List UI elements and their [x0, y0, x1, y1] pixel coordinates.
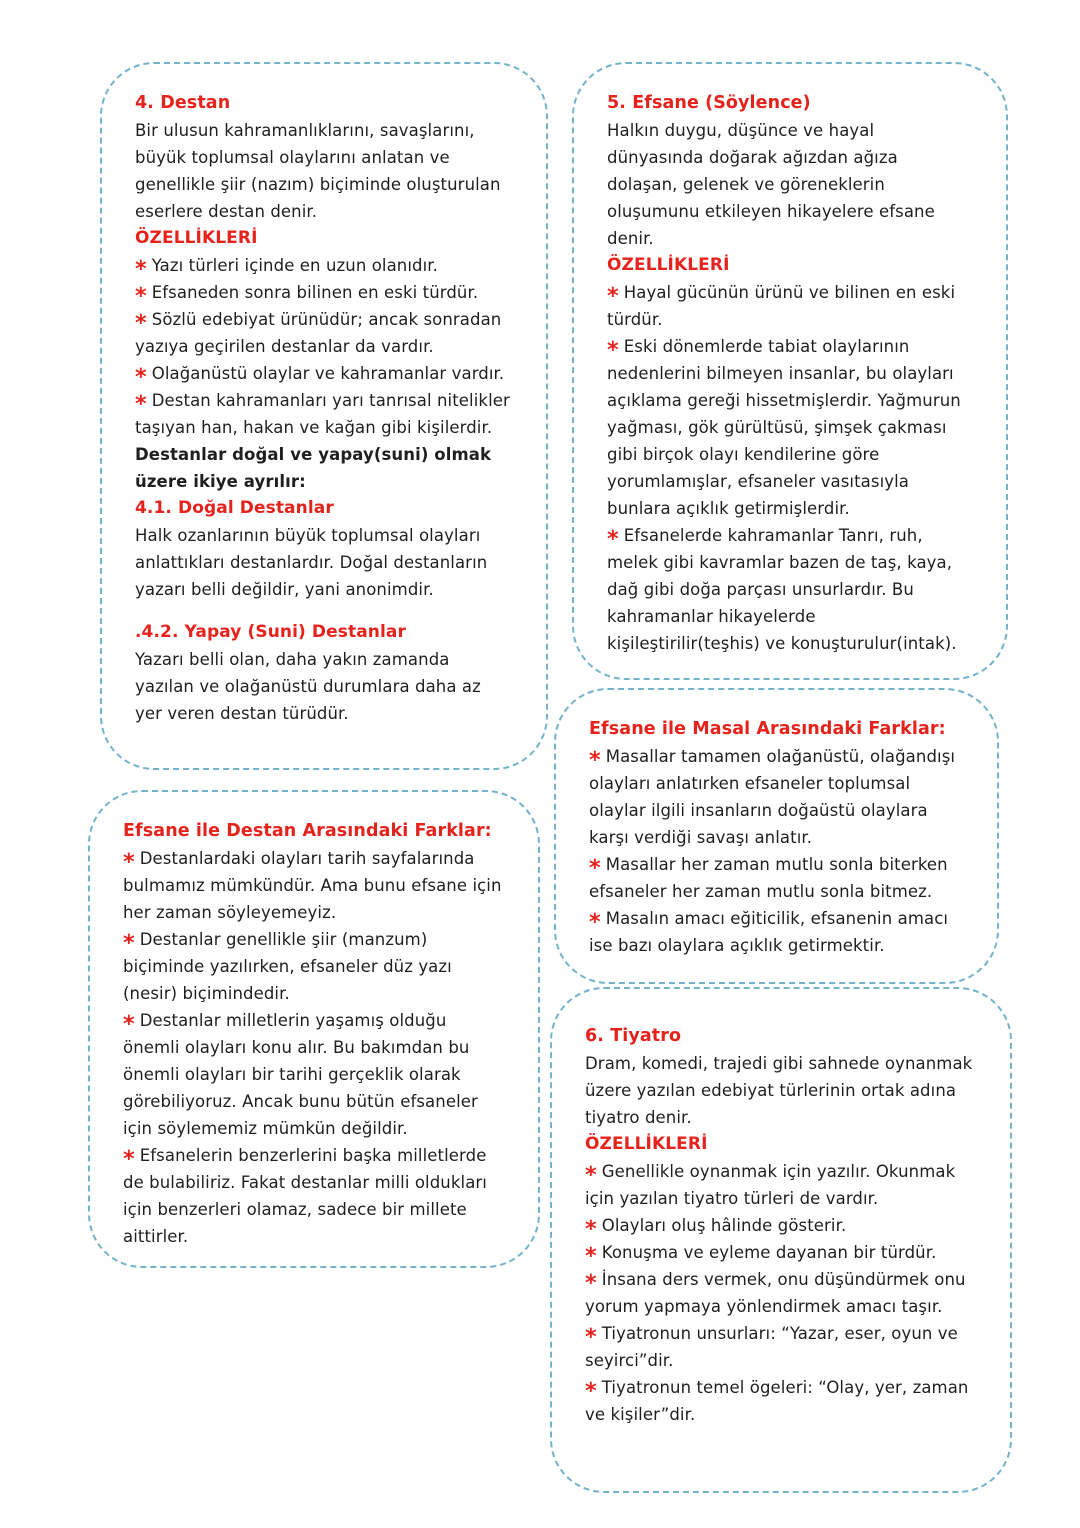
feature-item — [607, 522, 973, 657]
feature-item — [123, 1142, 505, 1250]
feature-item — [607, 333, 973, 522]
asterisk-icon: * — [585, 1377, 597, 1404]
asterisk-icon: * — [123, 1145, 135, 1172]
feature-text: Tiyatronun temel ögeleri: “Olay, yer, zaman ve kişiler”dir. — [585, 1378, 969, 1424]
feature-item — [123, 845, 505, 926]
destan-title: 4. Destan — [135, 93, 231, 113]
efsane-intro: Halkın duygu, düşünce ve hayal dünyasında doğarak ağızdan ağıza dolaşan, gelenek ve göreneklerin oluşumunu etkileyen hikayelere efsane denir. — [607, 121, 935, 248]
asterisk-icon: * — [135, 282, 147, 309]
feature-text: Eski dönemlerde tabiat olaylarının nedenlerini bilmeyen insanlar, bu olayları açıklama gereği hissetmişlerdir. Yağmurun yağması, gök gürültüsü, şimşek çakması gibi birçok olayı kendilerine göre yorumlamışlar, efsaneler vasıtasıyla bunlara açıklık getirmişlerdir. — [607, 337, 961, 518]
asterisk-icon: * — [589, 854, 601, 881]
feature-text: Genellikle oynanmak için yazılır. Okunmak için yazılan tiyatro türleri de vardır. — [585, 1162, 956, 1208]
feature-item — [585, 1158, 977, 1212]
dogal-destanlar-title: 4.1. Doğal Destanlar — [135, 498, 334, 518]
tiyatro-title: 6. Tiyatro — [585, 1026, 682, 1046]
asterisk-icon: * — [607, 282, 619, 309]
feature-text: Konuşma ve eyleme dayanan bir türdür. — [601, 1243, 937, 1262]
asterisk-icon: * — [135, 390, 147, 417]
feature-text: Tiyatronun unsurları: “Yazar, eser, oyun ve seyirci”dir. — [585, 1324, 958, 1370]
tiyatro-features-heading: ÖZELLİKLERİ — [585, 1134, 708, 1154]
feature-item — [589, 851, 964, 905]
feature-item — [607, 279, 973, 333]
feature-item — [589, 905, 964, 959]
destan-section — [100, 62, 548, 770]
asterisk-icon: * — [589, 908, 601, 935]
feature-text: Destanlar milletlerin yaşamış olduğu önemli olayları konu alır. Bu bakımdan bu önemli olayları bir tarihi gerçeklik olarak görebiliyoruz. Ancak bunu bütün efsaneler için söylememiz mümkün değildir. — [123, 1011, 478, 1138]
feature-text: Olayları oluş hâlinde gösterir. — [601, 1216, 847, 1235]
feature-text: Destan kahramanları yarı tanrısal nitelikler taşıyan han, hakan ve kağan gibi kişilerdir. — [135, 391, 510, 437]
asterisk-icon: * — [135, 309, 147, 336]
efsane-masal-differences-section — [554, 688, 999, 984]
feature-item — [589, 743, 964, 851]
asterisk-icon: * — [123, 929, 135, 956]
asterisk-icon: * — [123, 848, 135, 875]
asterisk-icon: * — [585, 1269, 597, 1296]
feature-item — [123, 926, 505, 1007]
feature-item — [585, 1212, 977, 1242]
feature-text: İnsana ders vermek, onu düşündürmek onu yorum yapmaya yönlendirmek amacı taşır. — [585, 1270, 966, 1316]
tiyatro-intro: Dram, komedi, trajedi gibi sahnede oynanmak üzere yazılan edebiyat türlerinin ortak adına tiyatro denir. — [585, 1054, 973, 1127]
feature-text: Yazı türleri içinde en uzun olanıdır. — [151, 256, 439, 275]
feature-item — [135, 279, 513, 309]
asterisk-icon: * — [607, 336, 619, 363]
feature-text: Masalın amacı eğiticilik, efsanenin amacı ise bazı olaylara açıklık getirmektir. — [589, 909, 949, 955]
efsane-masal-title: Efsane ile Masal Arasındaki Farklar: — [589, 719, 946, 739]
feature-text: Efsaneden sonra bilinen en eski türdür. — [151, 283, 479, 302]
feature-item — [585, 1374, 977, 1428]
asterisk-icon: * — [607, 525, 619, 552]
feature-item — [585, 1320, 977, 1374]
asterisk-icon: * — [135, 255, 147, 282]
feature-item — [123, 1007, 505, 1142]
destan-classification-note: Destanlar doğal ve yapay(suni) olmak üzere ikiye ayrılır: — [135, 445, 492, 491]
efsane-destan-differences-section — [88, 790, 540, 1268]
yapay-destanlar-title: .4.2. Yapay (Suni) Destanlar — [135, 622, 406, 642]
feature-item — [135, 306, 513, 360]
asterisk-icon: * — [585, 1161, 597, 1188]
efsane-destan-title: Efsane ile Destan Arasındaki Farklar: — [123, 821, 492, 841]
efsane-title: 5. Efsane (Söylence) — [607, 93, 811, 113]
dogal-destanlar-text: Halk ozanlarının büyük toplumsal olayları anlattıkları destanlardır. Doğal destanların yazarı belli değildir, yani anonimdir. — [135, 526, 488, 599]
efsane-features-heading: ÖZELLİKLERİ — [607, 255, 730, 275]
asterisk-icon: * — [135, 363, 147, 390]
asterisk-icon: * — [585, 1323, 597, 1350]
asterisk-icon: * — [585, 1242, 597, 1269]
asterisk-icon: * — [123, 1010, 135, 1037]
feature-item — [585, 1239, 977, 1269]
feature-item — [135, 387, 513, 441]
feature-text: Sözlü edebiyat ürünüdür; ancak sonradan yazıya geçirilen destanlar da vardır. — [135, 310, 502, 356]
asterisk-icon: * — [589, 746, 601, 773]
feature-item — [135, 252, 513, 282]
feature-text: Efsanelerin benzerlerini başka milletlerde de bulabiliriz. Fakat destanlar milli oldukları için benzerleri olamaz, sadece bir millete aittirler. — [123, 1146, 487, 1246]
yapay-destanlar-text: Yazarı belli olan, daha yakın zamanda yazılan ve olağanüstü durumlara daha az yer veren destan türüdür. — [135, 650, 481, 723]
feature-text: Destanlardaki olayları tarih sayfalarında bulmamız mümkündür. Ama bunu efsane için her zaman söyleyemeyiz. — [123, 849, 502, 922]
tiyatro-section — [550, 987, 1012, 1493]
feature-text: Destanlar genellikle şiir (manzum) biçiminde yazılırken, efsaneler düz yazı (nesir) biçimindedir. — [123, 930, 452, 1003]
feature-text: Hayal gücünün ürünü ve bilinen en eski türdür. — [607, 283, 956, 329]
feature-text: Masallar tamamen olağanüstü, olağandışı olayları anlatırken efsaneler toplumsal olaylar ilgili insanların doğaüstü olaylara karşı verdiği savaşı anlatır. — [589, 747, 956, 847]
efsane-section — [572, 62, 1008, 680]
feature-item — [585, 1266, 977, 1320]
feature-item — [135, 360, 513, 390]
feature-text: Olağanüstü olaylar ve kahramanlar vardır. — [151, 364, 505, 383]
feature-text: Masallar her zaman mutlu sonla biterken efsaneler her zaman mutlu sonla bitmez. — [589, 855, 948, 901]
feature-text: Efsanelerde kahramanlar Tanrı, ruh, melek gibi kavramlar bazen de taş, kaya, dağ gibi doğa parçası unsurlardır. Bu kahramanlar hikayelerde kişileştirilir(teşhis) ve konuşturulur(intak). — [607, 526, 957, 653]
asterisk-icon: * — [585, 1215, 597, 1242]
destan-features-heading: ÖZELLİKLERİ — [135, 228, 258, 248]
destan-intro: Bir ulusun kahramanlıklarını, savaşlarını, büyük toplumsal olaylarını anlatan ve genellikle şiir (nazım) biçiminde oluşturulan eserlere destan denir. — [135, 121, 501, 221]
